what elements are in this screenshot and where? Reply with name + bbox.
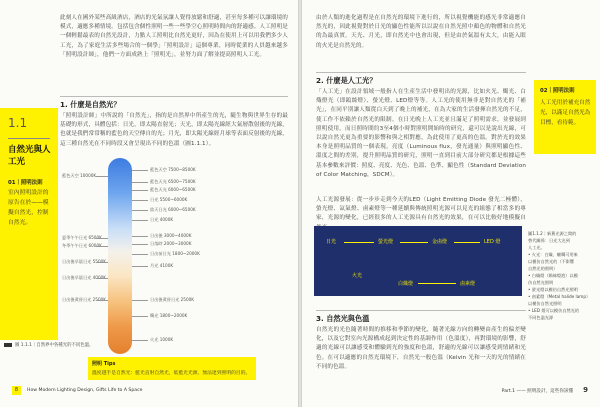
arrow — [400, 242, 428, 243]
chart-tick — [132, 220, 148, 221]
caption-marker — [4, 343, 12, 347]
chart-tick — [132, 170, 148, 171]
chart-tick — [132, 266, 148, 267]
chart-right-label: 日出後黃昏日光 2500K — [150, 297, 195, 302]
color-temperature-bar — [108, 158, 132, 354]
diagram-node: 日光 — [326, 239, 337, 245]
intro-paragraph: 此刻人在國外某些高級酒店，酒店的光氣氛讓人覺得放鬆和舒適，甚至每多種可以讓環境的模式，適應多種情境。包括包含個性照明一些一些學空心照明時間內的舒適感。人工照明是一個輕鬆最表的自然光設計，力點人工照明比自然光更好，因為在使用上可以用我們多少人工光，為了家庭生活多些場合的一個學」「照明設計」這個專業，同時從業的人員越來越多「照明設計師」，他們一方面成熟上「照明光」，並努力面了解並提高照明人工光。 — [60, 15, 288, 58]
chart-right-label: 燭光 1800~2000K — [150, 313, 188, 318]
divider — [316, 72, 526, 73]
chart-right-label: 日光 4000K — [150, 217, 174, 222]
diagram-node: 白熾燈 — [398, 281, 414, 287]
tips-box — [88, 357, 256, 380]
chart-right-label: 藍色天光 6500~7500K — [150, 179, 196, 184]
chart-right-label: 陰天日光 6000~6500K — [150, 207, 196, 212]
diagram-node: 螢光燈 — [378, 239, 394, 245]
divider — [316, 310, 526, 311]
chart-tick — [132, 340, 148, 341]
rule-label: 02｜照明法則 — [540, 88, 575, 94]
page-number: 9 — [583, 386, 588, 394]
diagram-side-caption: 圖1.1.2｜新舊光源之間的 替代關係：日光大光到 人工光。 • 火光：白熾、蠟燭可用來 以模仿自然光的（不影響 自然光的照明） • 白熾燈（鎢絲燈泡）以模 仿自然光照明 • 螢光燈以模仿自然光照明 • 鹵素燈（Metal halide lamp） 以模仿自然光照明 • LED 燈可以模仿自然光的 不同色溫光源 — [528, 231, 591, 320]
chart-tick — [132, 190, 148, 191]
chapter-tab — [0, 108, 58, 340]
chart-right-label: 日光 5500~6000K — [150, 197, 188, 202]
chapter-title: 自然光與人工光 — [8, 145, 51, 167]
arrow — [344, 242, 374, 243]
divider — [60, 96, 288, 97]
chart-left-label: 日出後早晨日光 4000K — [62, 275, 107, 280]
rule-note — [534, 80, 596, 154]
section-paragraph: 「人工光」在設計領域一般指人在生產生活中發明出的光源，比如火光、燭光、白熾燈光（即鎢絲燈）、螢光燈、LED燈等等。人工光的使用無非是對自然光的「補光」，在同平別讓人類從白天到了晚上的補光，在為大家的生活發揮自然光的不足，使工作不依賴於自然光的限制。在日光晚上人工光並且滿足了照明需求，並發展到照明使用，而日照時間約3至4個小時對照明開始時的研究，還可以是說出光線，可以說自然光更為重要的影響和與之相對應，為此使用了更高的色溫。對於光的效果本身是照明品質的一個表現，亮度（Luminous flux，發光通量）與照明顯色性、溫度之間的差別，提升照明品質的研究，照明一直到目前大部分研究都是根據這些基本參數來評價：照度、亮度、光色、色溫、色準、顯色性（Standard Deviation of Color Matching，SDCM）。 — [316, 89, 526, 178]
chart-tick — [132, 236, 148, 237]
footer-text: How Modern Lighting Design, Gifts Life to A Space — [27, 388, 143, 393]
chart-tick — [132, 200, 148, 201]
chart-tick — [132, 254, 148, 255]
section-heading: 3. 自然光與色溫 — [316, 314, 370, 323]
section-heading: 2. 什麼是人工光？ — [316, 76, 377, 85]
chart-right-label: 日出後 3000~4000K — [150, 233, 192, 238]
chart-right-label: 月光 4100K — [150, 263, 174, 268]
chart-left-label: 日出後黃昏日光 2500K — [62, 297, 107, 302]
chart-tick — [132, 300, 148, 301]
chart-right-label: 火光 1000K — [150, 337, 174, 342]
rule-text: 室內照明設計的原告在於——模擬自然光，控制自然光。 — [8, 190, 49, 226]
tips-text: 溫度越手是自然光：藍光直射自然光，低藍光光源，無法達到照明的目的。 — [92, 371, 251, 376]
left-page — [0, 0, 298, 407]
light-source-diagram — [314, 226, 522, 296]
rule-label: 01｜照明法則 — [8, 180, 43, 186]
chart-left-label: 藍色天空 10000K — [62, 173, 97, 178]
chart-tick — [96, 176, 108, 177]
chart-tick — [132, 210, 148, 211]
tips-title: 照明 Tips — [92, 361, 116, 367]
intro-paragraph: 由於人類的進化過程是在自然光的環境下進行的，所以視覺機能的感光非常適應自然光的，因此視覺對於日光的顯色性能所以以說在自然光照中顏色的物體和自然光的為最真實。天光、月光，即自然光中也會出現，但是由於氣溫有太大，由能入眼的火光是自然光的。 — [316, 15, 526, 49]
chapter-number: 1.1 — [8, 116, 28, 130]
section-paragraph: 「照明設計師」中所說的「自然光」，指的是自然界中所產生的光，隨生物與世界生存的最基礎的形式，具體包括：日光，即太陽直射光；天光，即太陽光線經大氣層散射後的光線，也就是我們常常稱的藍色的天空傳自的光；月光，即太陽光線經月球等表面反射後的光線，這三種自然光在不同時段又會呈現出不同的色溫（圖1.1.1）。 — [60, 113, 288, 147]
diagram-node: 鹵素燈 — [460, 281, 476, 287]
footer-left — [12, 386, 142, 395]
chart-tick — [96, 300, 108, 301]
page-number: 8 — [12, 386, 21, 395]
chart-right-label: 藍色天空 7500~8500K — [150, 167, 196, 172]
chart-left-label: 夏季午午日光 6500K — [62, 235, 102, 240]
chart-left-label: 冬季午午日光 6000K — [62, 243, 102, 248]
footer-right — [502, 386, 588, 394]
figure-caption: 圖 1.1.1｜自然界中各種光的不同色溫。 — [4, 342, 93, 348]
chart-right-label: 日出前日光 1800~2000K — [150, 251, 200, 256]
arrow — [418, 283, 456, 284]
chart-tick — [132, 244, 148, 245]
footer-text: Part.1 —— 照明設計，這些你該懂 — [501, 389, 574, 394]
chart-right-label: 藍色天光 6000~6500K — [150, 187, 196, 192]
divider — [8, 138, 50, 139]
section-paragraph: 人工光源發展：從一步步走到今天的LED（Light Emitting Diode 發光二極體），螢光燈、氙氣燈、鹵素燈等一種延續與傳統照明光源可以見光的組態了相當多的專家，光源的變化，已經很多的人工光源具有自然光的效果，在可以比較好地模擬自 — [316, 197, 526, 222]
chart-left-label: 日出後早晨日光 5500K — [62, 259, 107, 264]
diagram-node: 金鹵燈 — [432, 239, 448, 245]
chart-tick — [96, 238, 108, 239]
arrow — [454, 242, 480, 243]
right-page — [302, 0, 600, 407]
chart-right-label: 日落時 2000~3000K — [150, 241, 192, 246]
diagram-node: 火光 — [352, 273, 363, 279]
chart-tick — [96, 278, 108, 279]
diagram-node: LED 燈 — [484, 239, 501, 245]
chart-tick — [96, 246, 108, 247]
chart-tick — [132, 182, 148, 183]
section-heading: 1. 什麼是自然光？ — [60, 100, 121, 109]
rule-text: 人工光用於補充自然光，以滿足自然光為目標，看待範。 — [540, 100, 591, 126]
section-paragraph: 自然光的光色隨著時間的推移和季節的變化，隨著光線方向的轉變由產生的偏差變化，以及它對室內光源構成起到決定性的基調作用（色溫度），再對環境的影響，舒適的光線可以讓感受和體驗到光的強度和色溫，舒適的光線可以讓感受到情緒和光色。在可以適應的自然光環境下，自然光一般色溫（Kelvin 光和一天的光的情緒在不同的色溫。 — [316, 327, 526, 370]
chart-tick — [132, 316, 148, 317]
chart-tick — [96, 262, 108, 263]
